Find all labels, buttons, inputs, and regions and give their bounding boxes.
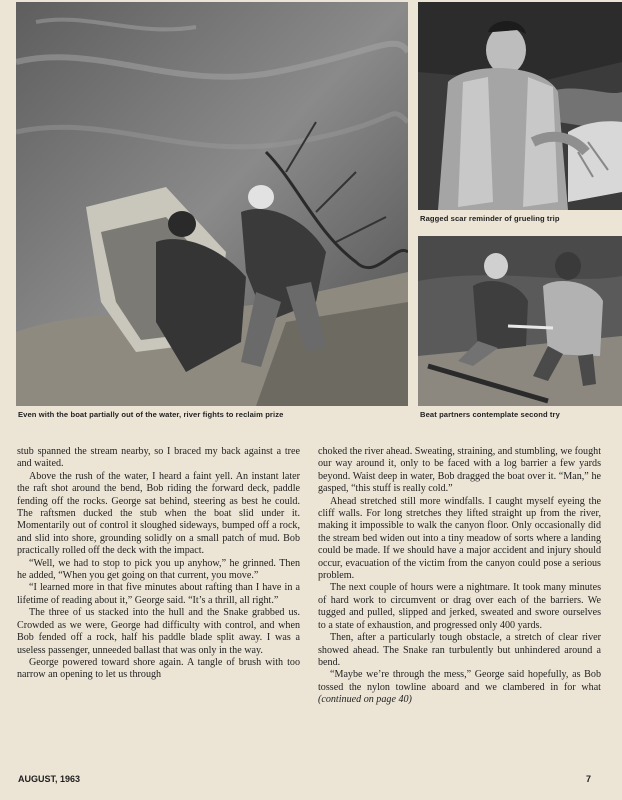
paragraph: The next couple of hours were a nightmare. It took many minutes of hard work to circumvent or drag over each of the barriers. We tugged and pulled, slipped and jerked, sweated and swore ourselves to a state of exhaustion, and progressed only 400 yards.	[318, 582, 601, 631]
paragraph: “I learned more in that five minutes about rafting than I have in a lifetime of reading about it,” George said. “It’s a thrill, all right.”	[17, 582, 300, 606]
caption-main-photo: Even with the boat partially out of the water, river fights to reclaim prize	[18, 410, 284, 419]
paragraph: Then, after a particularly tough obstacle, a stretch of clear river showed ahead. The Snake ran turbulently but unhindered around a bend.	[318, 632, 601, 668]
paragraph: Ahead stretched still more windfalls. I caught myself eyeing the cliff walls. For long stretches they lifted straight up from the river, making it impossible to walk the canyon floor. Only occasionally did the stream bed widen out into a tiny meadow of sorts where a landing could be made. If we should have a major accident and injury should occur, evacuation of the victim from the canyon could pose a serious problem.	[318, 495, 601, 582]
caption-beat-photo: Beat partners contemplate second try	[420, 410, 560, 419]
paragraph: George powered toward shore again. A tangle of brush with too narrow an opening to let us through	[17, 656, 300, 681]
issue-date: AUGUST, 1963	[18, 774, 81, 784]
page-number: 7	[586, 774, 592, 784]
paragraph: choked the river ahead. Sweating, straining, and stumbling, we fought our way around it, only to be faced with a log barrier a few yards beyond. Waist deep in water, Bob dragged the boat over it. “Man,” he gasped, “this stuff is really cold.”	[318, 446, 601, 495]
paragraph: “Maybe we’re through the mess,” George said hopefully, as Bob tossed the nylon towline aboard and we clambered in for what	[318, 669, 601, 693]
caption-scar-photo: Ragged scar reminder of grueling trip	[420, 214, 560, 223]
paragraph: stub spanned the stream nearby, so I braced my back against a tree and waited.	[17, 446, 300, 470]
photo-boat-on-riverbank	[16, 2, 408, 406]
article-column-right	[318, 446, 601, 707]
article-column-left	[17, 446, 300, 682]
paragraph: “Well, we had to stop to pick you up anyhow,” he grinned. Then he added, “When you get going on that current, you move.”	[17, 557, 300, 582]
photo-hull-scar	[418, 2, 622, 210]
photo-beat-partners	[418, 236, 622, 406]
continued-note: (continued on page 40)	[318, 694, 412, 706]
paragraph: The three of us stacked into the hull and the Snake grabbed us. Crowded as we were, George had difficulty with control, and when Bob fended off a rock, half his paddle blade split away. I was a useless passenger, unneeded ballast that was only in the way.	[17, 607, 300, 656]
paragraph: Above the rush of the water, I heard a faint yell. An instant later the raft shot around the bend, Bob riding the forward deck, paddle fending off the rocks. George sat behind, steering as best he could. The raftsmen ducked the stub when the boat slid under it. Momentarily out of control it sloughed sideways, bumped off a rock, and slid into shore, grounding solidly on a small patch of mud. Bob practically rolled off the deck with the impact.	[17, 470, 300, 557]
